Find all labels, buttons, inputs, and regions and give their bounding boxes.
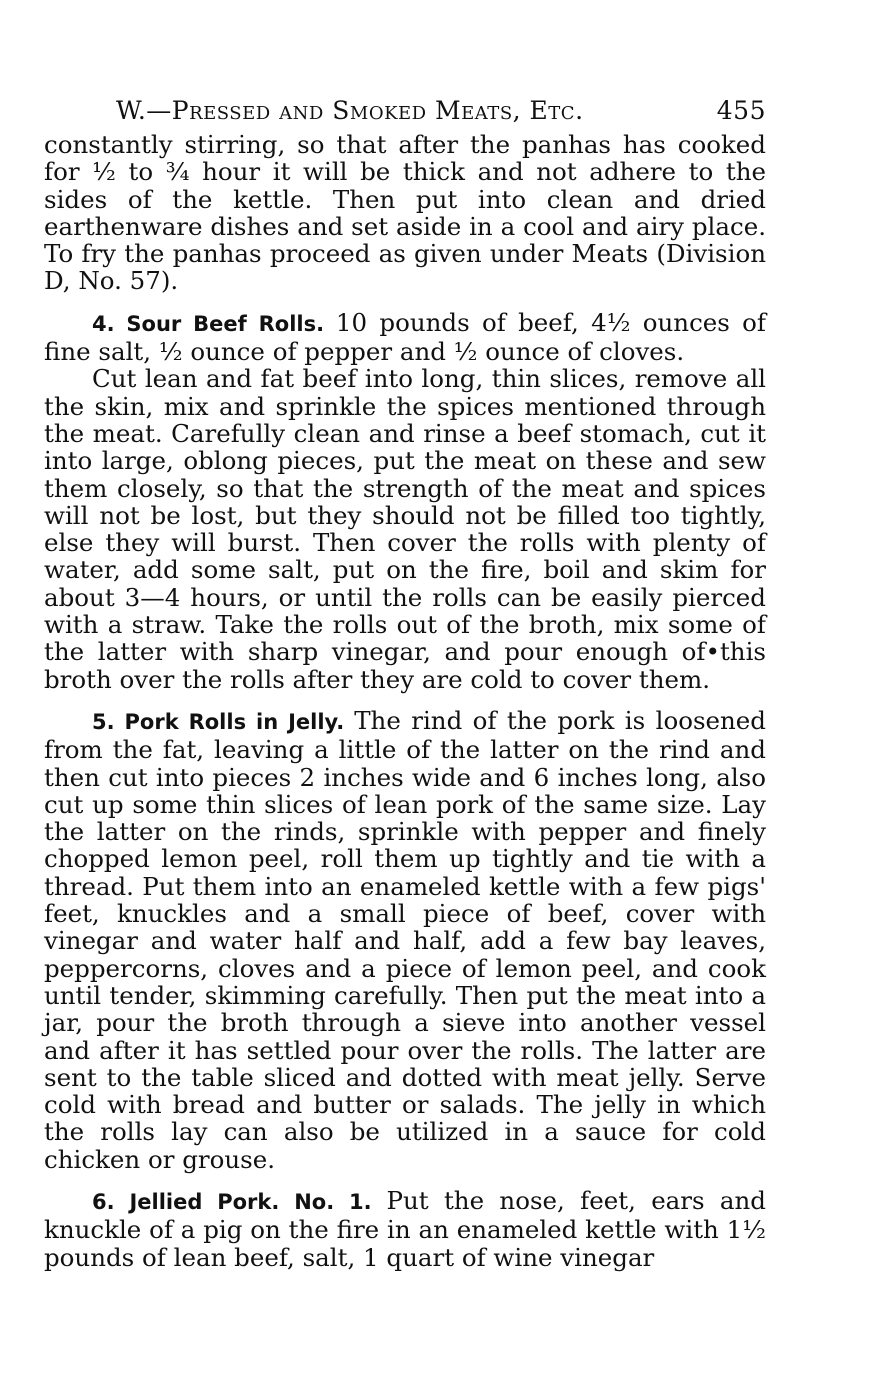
book-page [44,96,766,1271]
recipe-sour-beef-rolls-method [44,365,766,693]
recipe-heading: 4. Sour Beef Rolls. [92,311,336,336]
paragraph-text: Cut lean and fat beef into long, thin slices, remove all the skin, mix and sprinkle the spices mentioned through the meat. Carefully clean and rinse a beef stomach, cut it into large, oblong pieces, put the meat on these and sew them closely, so that the strength of the meat and spices will not be lost, but they should not be filled too tightly, else they will burst. Then cover the rolls with plenty of water, add some salt, put on the fire, boil and skim for about 3—4 hours, or until the rolls can be easily pierced with a straw. Take the rolls out of the broth, mix some of the latter with sharp vinegar, and pour enough of•this broth over the rolls after they are cold to cover them. [44,364,766,694]
running-head [44,96,766,125]
paragraph-text: constantly stirring, so that after the panhas has cooked for ½ to ¾ hour it will be thick and not adhere to the sides of the kettle. Then put into clean and dried earthenware dishes and set aside in a cool and airy place. To fry the panhas proceed as given under Meats (Division D, No. 57). [44,130,766,296]
page-number: 455 [716,96,766,125]
recipe-sour-beef-rolls [44,309,766,366]
paragraph-text: The rind of the pork is loosened from the fat, leaving a little of the latter on the rind and then cut into pieces 2 inches wide and 6 inches long, also cut up some thin slices of lean pork of the same size. Lay the latter on the rinds, sprinkle with pepper and finely chopped lemon peel, roll them up tightly and tie with a thread. Put them into an enameled kettle with a few pigs' feet, knuckles and a small piece of beef, cover with vinegar and water half and half, add a few bay leaves, peppercorns, cloves and a piece of lemon peel, and cook until tender, skimming carefully. Then put the meat into a jar, pour the broth through a sieve into another vessel and after it has settled pour over the rolls. The latter are sent to the table sliced and dotted with meat jelly. Serve cold with bread and butter or salads. The jelly in which the rolls lay can also be utilized in a sauce for cold chicken or grouse. [44,705,766,1174]
recipe-heading: 5. Pork Rolls in Jelly. [92,709,355,734]
running-head-title: W.—Pressed and Smoked Meats, Etc. [116,96,584,125]
recipe-jellied-pork [44,1187,766,1271]
paragraph-continuation [44,131,766,295]
recipe-pork-rolls-in-jelly [44,707,766,1173]
paragraph-text: 10 pounds of beef, 4½ ounces of fine salt, ½ ounce of pepper and ½ ounce of cloves. [44,307,766,367]
recipe-heading: 6. Jellied Pork. No. 1. [92,1189,387,1214]
paragraph-text: Put the nose, feet, ears and knuckle of a pig on the fire in an enameled kettle with 1½ pounds of lean beef, salt, 1 quart of wine vinegar [44,1185,766,1272]
